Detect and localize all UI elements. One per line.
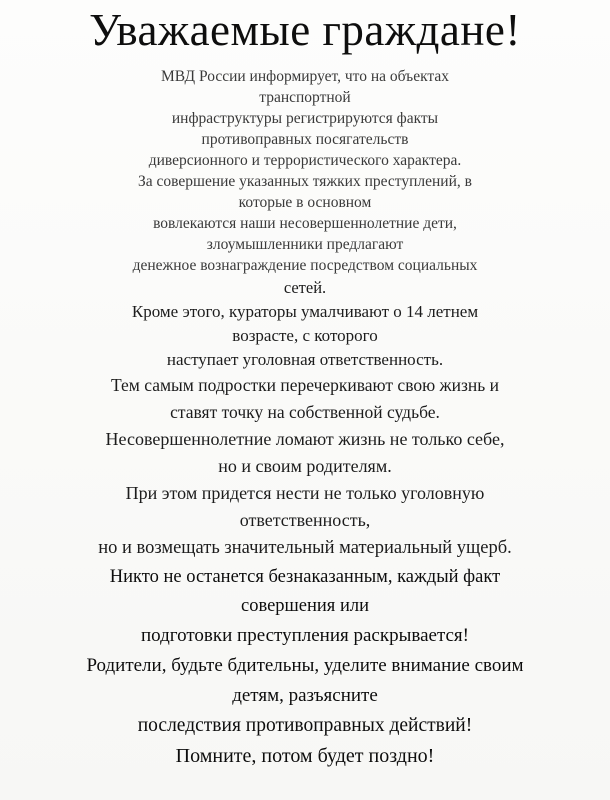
notice-line: вовлекаются наши несовершеннолетние дети, — [153, 215, 457, 232]
notice-line: ответственность, — [239, 510, 371, 530]
notice-line: При этом придется нести не только уголовную — [125, 483, 485, 503]
notice-line: подготовки преступления раскрывается! — [141, 625, 469, 646]
notice-line: сетей. — [283, 278, 327, 297]
notice-line: За совершение указанных тяжких преступлений, в — [138, 173, 472, 190]
notice-line: которые в основном — [238, 194, 372, 211]
notice-line: диверсионного и террористического характера. — [148, 152, 462, 169]
notice-line: ставят точку на собственной судьбе. — [170, 402, 440, 422]
notice-line: Родители, будьте бдительны, уделите внимание своим — [86, 655, 524, 676]
notice-line: противоправных посягательств — [201, 131, 409, 148]
notice-line: наступает уголовная ответственность. — [166, 350, 444, 369]
notice-line: Несовершеннолетние ломают жизнь не только себе, — [105, 429, 505, 449]
notice-line: совершения или — [241, 596, 369, 616]
notice-line: но и возмещать значительный материальный ущерб. — [98, 538, 512, 558]
notice-line: денежное вознаграждение посредством социальных — [132, 257, 478, 274]
notice-line: но и своим родителям. — [218, 456, 392, 476]
notice-line: инфраструктуры регистрируются факты — [171, 110, 439, 127]
notice-line: Кроме этого, кураторы умалчивают о 14 летнем — [131, 302, 479, 321]
notice-line: МВД России информирует, что на объектах — [160, 68, 449, 85]
notice-title: Уважаемые граждане! — [89, 5, 521, 55]
notice-line: возрасте, с которого — [232, 326, 378, 345]
notice-line: злоумышленники предлагают — [206, 236, 404, 253]
notice-line: Помните, потом будет поздно! — [175, 745, 435, 767]
notice-line: Никто не останется безнаказанным, каждый факт — [109, 567, 501, 587]
notice-body — [0, 66, 610, 771]
notice-line: последствия противоправных действий! — [137, 715, 473, 736]
notice-line: детям, разъясните — [232, 685, 378, 706]
notice-line: транспортной — [259, 89, 351, 106]
notice-line: Тем самым подростки перечеркивают свою жизнь и — [110, 375, 499, 395]
